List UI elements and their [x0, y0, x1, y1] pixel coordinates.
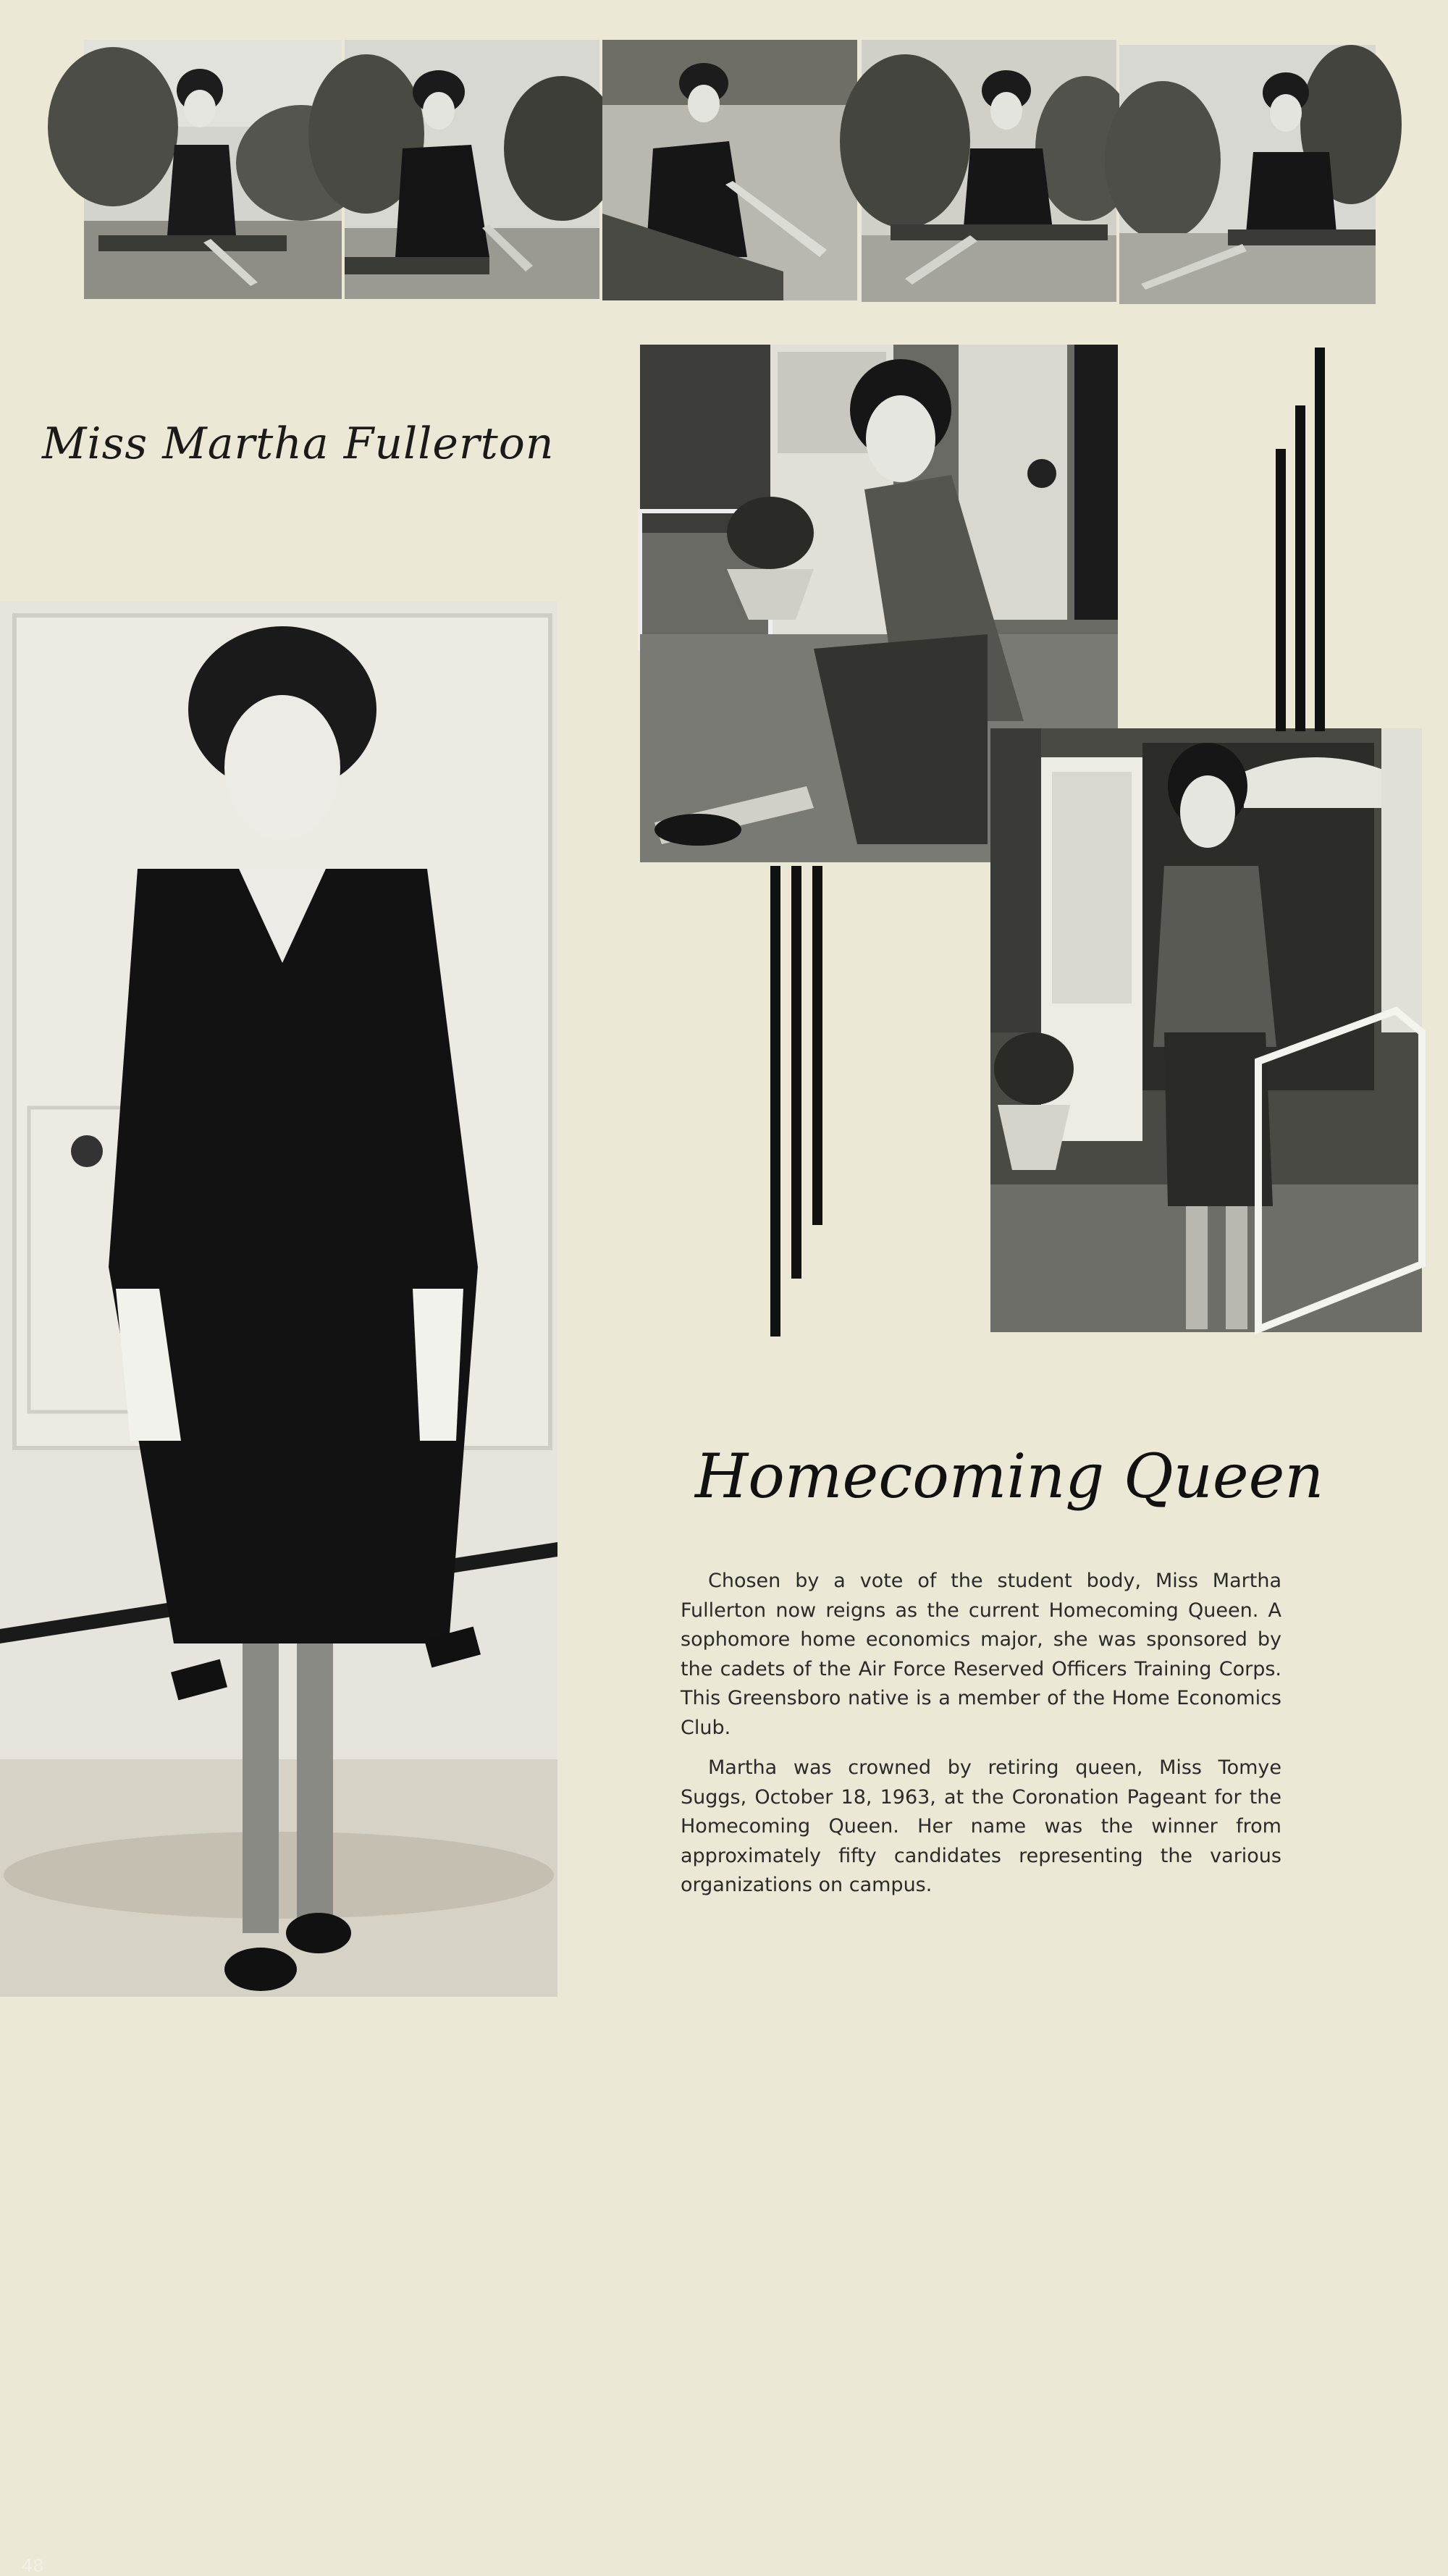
article-paragraph: Chosen by a vote of the student body, Miss Martha Fullerton now reigns as the current Homecoming Queen. A sophomore home economics major, she was sponsored by the cadets of the Air Force Reserved Officers Training Corps. This Greensboro native is a member of the Home Economics Club.: [681, 1570, 1281, 1739]
decor-stripe: [1315, 348, 1325, 731]
subtitle-name: Miss Martha Fullerton: [42, 418, 555, 469]
photo-portrait-main: [0, 601, 557, 2576]
article-paragraph: Martha was crowned by retiring queen, Miss Tomye Suggs, October 18, 1963, at the Coronation Pageant for the Homecoming Queen. Her name was the winner from approximately fifty candidates representing the various organizations on campus.: [681, 1756, 1281, 1896]
decor-stripe: [812, 866, 822, 1225]
decor-stripe: [770, 866, 780, 1337]
decor-stripe: [791, 866, 801, 1279]
decor-stripe: [1276, 449, 1286, 731]
photo-strip-1: [84, 40, 342, 299]
photo-strip-3: [602, 40, 857, 300]
photo-porch-standing: [990, 728, 1422, 1332]
photo-strip-4: [862, 40, 1116, 302]
photo-strip-2: [345, 40, 599, 299]
page-title: Homecoming Queen: [695, 1441, 1324, 1512]
page-number: 48: [22, 2556, 44, 2576]
decor-stripe: [1295, 405, 1305, 731]
photo-strip-5: [1119, 45, 1376, 304]
